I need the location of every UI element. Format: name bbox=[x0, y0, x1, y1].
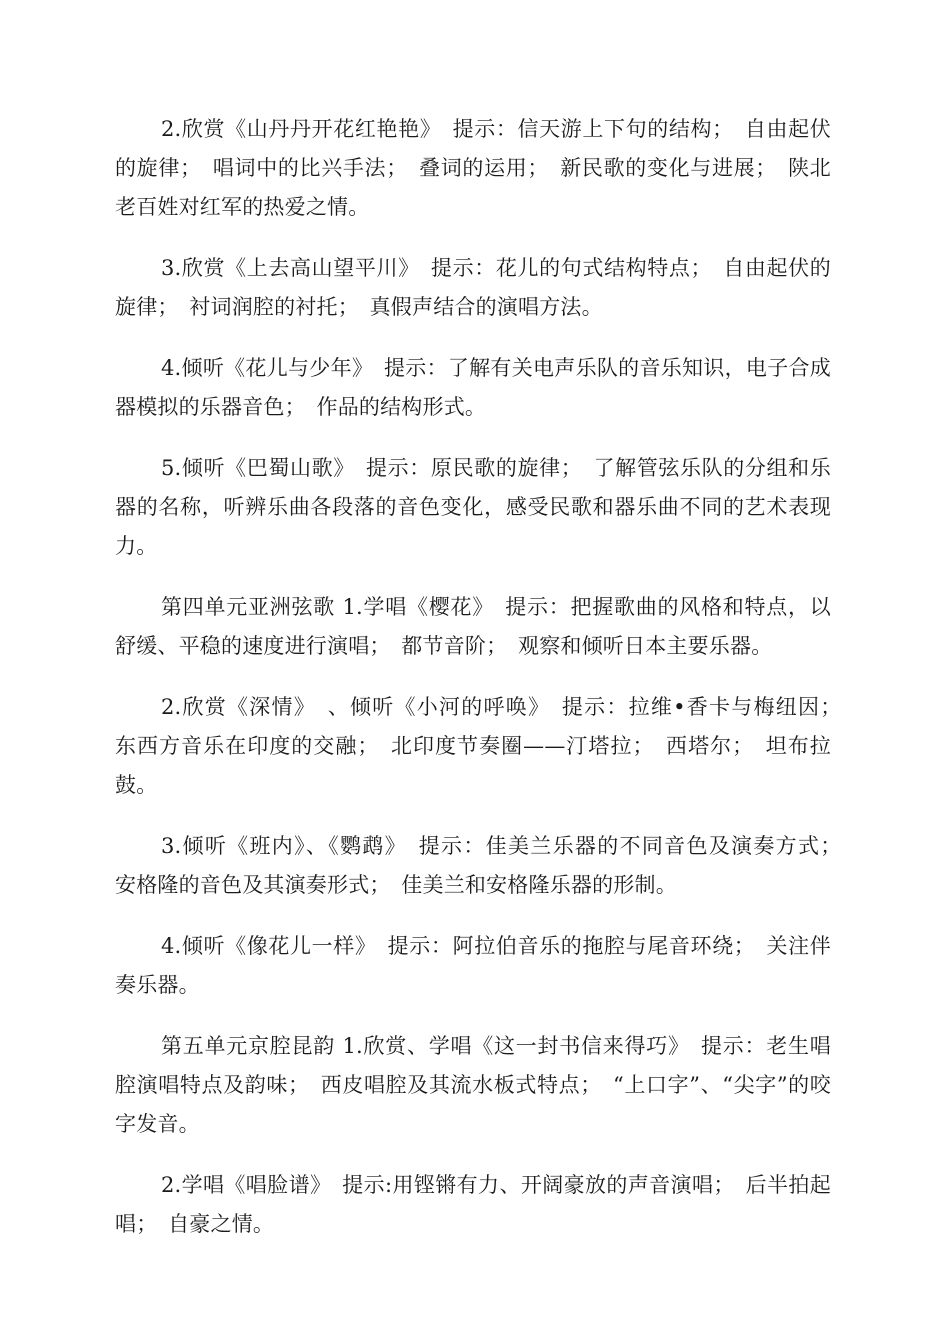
paragraph-shangqu-gaoshan: 3.欣赏《上去高山望平川》 提示：花儿的句式结构特点； 自由起伏的旋律； 衬词润腔的衬托； 真假声结合的演唱方法。 bbox=[115, 256, 831, 319]
paragraph-bashu-shange: 5.倾听《巴蜀山歌》 提示：原民歌的旋律； 了解管弦乐队的分组和乐器的名称，听辨乐曲各段落的音色变化，感受民歌和器乐曲不同的艺术表现力。 bbox=[115, 456, 831, 558]
paragraph-shandandan: 2.欣赏《山丹丹开花红艳艳》 提示：信天游上下句的结构； 自由起伏的旋律； 唱词中的比兴手法； 叠词的运用； 新民歌的变化与进展； 陕北老百姓对红军的热爱之情。 bbox=[115, 117, 831, 219]
paragraph-unit4-yinghua: 第四单元亚洲弦歌 1.学唱《樱花》 提示：把握歌曲的风格和特点，以舒缓、平稳的速度进行演唱； 都节音阶； 观察和倾听日本主要乐器。 bbox=[115, 595, 831, 658]
paragraph-bannei-yingwu: 3.倾听《班内》、《鹦鹉》 提示：佳美兰乐器的不同音色及演奏方式； 安格隆的音色及其演奏形式； 佳美兰和安格隆乐器的形制。 bbox=[115, 834, 853, 897]
paragraph-shenqing: 2.欣赏《深情》 、倾听《小河的呼唤》 提示：拉维•香卡与梅纽因； 东西方音乐在印度的交融； 北印度节奏圈——汀塔拉； 西塔尔； 坦布拉鼓。 bbox=[115, 695, 853, 797]
paragraph-huaer-shaonian: 4.倾听《花儿与少年》 提示：了解有关电声乐队的音乐知识，电子合成器模拟的乐器音色； 作品的结构形式。 bbox=[115, 356, 831, 419]
paragraph-chang-lianpu: 2.学唱《唱脸谱》 提示:用铿锵有力、开阔豪放的声音演唱； 后半拍起唱； 自豪之情。 bbox=[115, 1173, 831, 1236]
paragraph-xiang-huaer: 4.倾听《像花儿一样》 提示：阿拉伯音乐的拖腔与尾音环绕； 关注伴奏乐器。 bbox=[115, 934, 831, 997]
document-body bbox=[115, 110, 853, 1266]
paragraph-unit5-shuxin: 第五单元京腔昆韵 1.欣赏、学唱《这一封书信来得巧》 提示：老生唱腔演唱特点及韵味； 西皮唱腔及其流水板式特点； “上口字”、“尖字”的咬字发音。 bbox=[115, 1034, 831, 1136]
